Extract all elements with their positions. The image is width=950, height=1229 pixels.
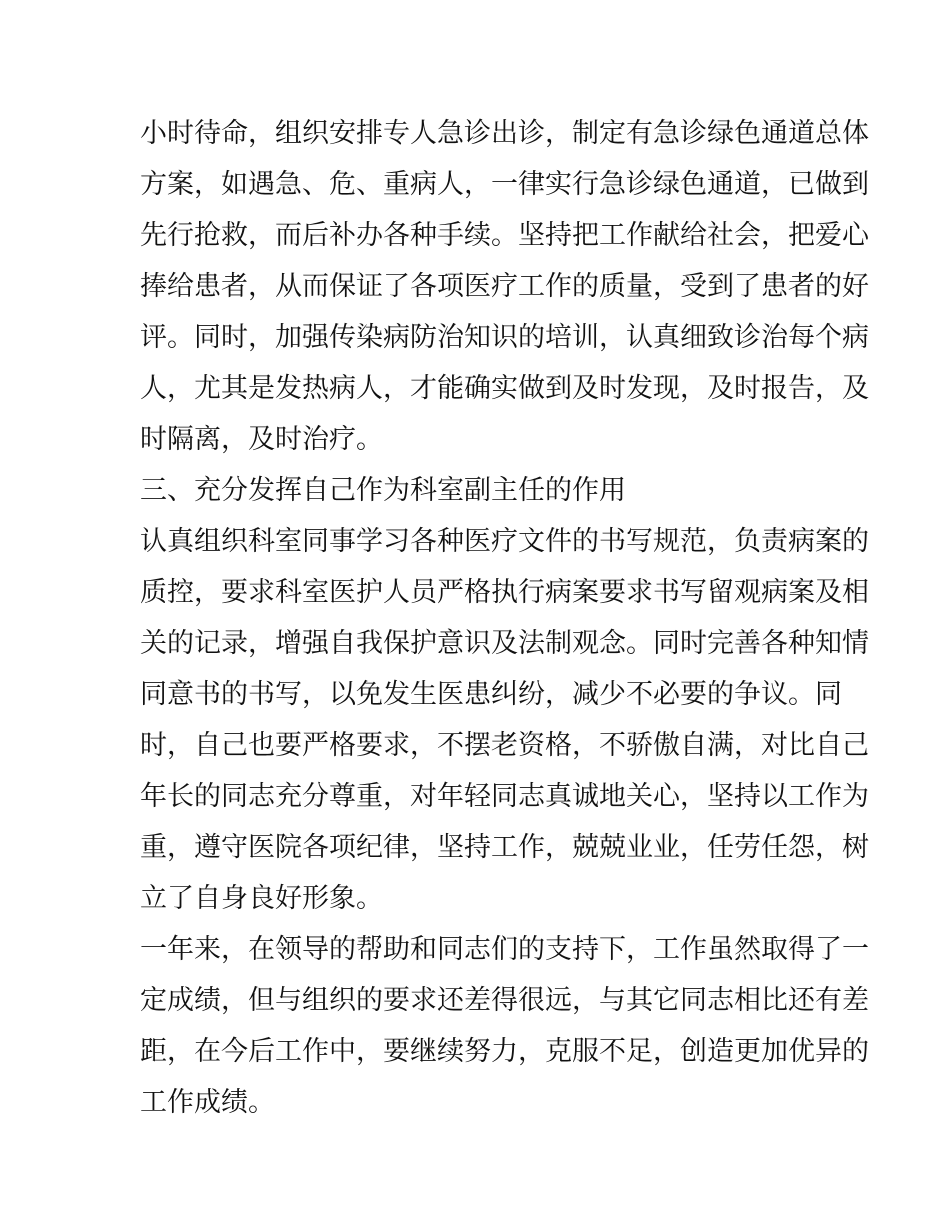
text-line: 定成绩，但与组织的要求还差得很远，与其它同志相比还有差 — [140, 985, 869, 1016]
text-line: 距，在今后工作中，要继续努力，克服不足，创造更加优异的 — [140, 1036, 869, 1067]
text-line: 一年来，在领导的帮助和同志们的支持下，工作虽然取得了一 — [140, 934, 869, 965]
text-line: 年长的同志充分尊重，对年轻同志真诚地关心，坚持以工作为 — [140, 781, 869, 812]
text-line: 立了自身良好形象。 — [140, 883, 383, 914]
section-heading: 三、充分发挥自己作为科室副主任的作用 — [140, 475, 626, 506]
paragraph-section-three — [140, 516, 869, 924]
text-line: 先行抢救，而后补办各种手续。坚持把工作献给社会，把爱心 — [140, 220, 869, 251]
text-line: 小时待命，组织安排专人急诊出诊，制定有急诊绿色通道总体 — [140, 118, 869, 149]
text-line: 时，自己也要严格要求，不摆老资格，不骄傲自满，对比自己 — [140, 730, 869, 761]
paragraph-continuation — [140, 108, 869, 465]
text-line: 关的记录，增强自我保护意识及法制观念。同时完善各种知情 — [140, 628, 869, 659]
text-line: 重，遵守医院各项纪律，坚持工作，兢兢业业，任劳任怨，树 — [140, 832, 869, 863]
text-line: 评。同时，加强传染病防治知识的培训，认真细致诊治每个病 — [140, 322, 869, 353]
text-line: 人，尤其是发热病人，才能确实做到及时发现，及时报告，及 — [140, 373, 869, 404]
paragraph-conclusion — [140, 924, 869, 1128]
document-body — [140, 108, 869, 1128]
text-line: 同意书的书写，以免发生医患纠纷，减少不必要的争议。同 — [140, 679, 842, 710]
text-line: 质控，要求科室医护人员严格执行病案要求书写留观病案及相 — [140, 577, 869, 608]
text-line: 捧给患者，从而保证了各项医疗工作的质量，受到了患者的好 — [140, 271, 869, 302]
text-line: 工作成绩。 — [140, 1087, 275, 1118]
text-line: 认真组织科室同事学习各种医疗文件的书写规范，负责病案的 — [140, 526, 869, 557]
text-line: 方案，如遇急、危、重病人，一律实行急诊绿色通道，已做到 — [140, 169, 869, 200]
text-line: 时隔离，及时治疗。 — [140, 424, 383, 455]
